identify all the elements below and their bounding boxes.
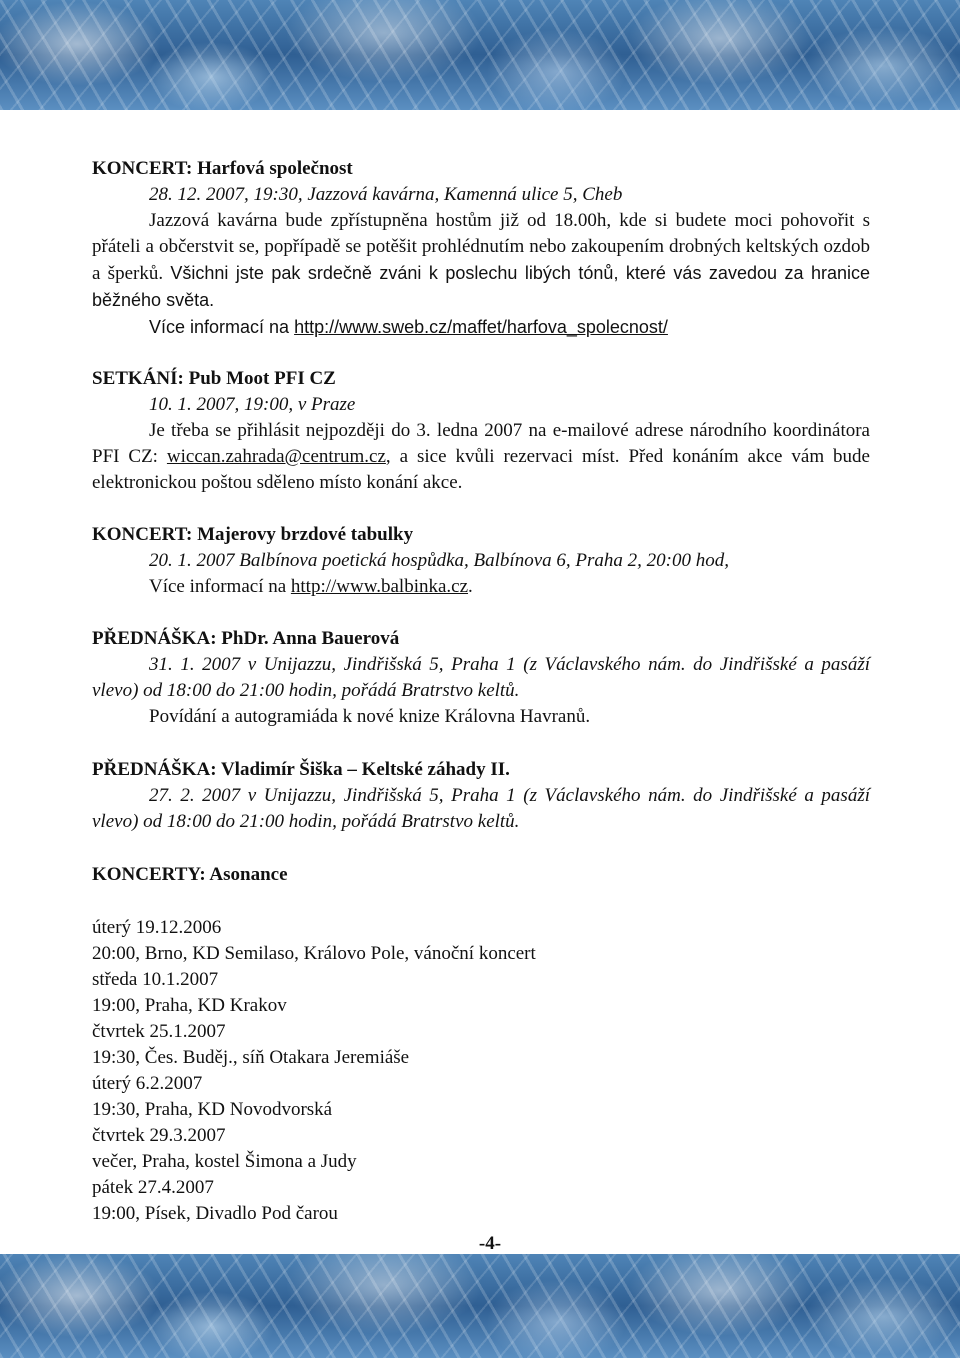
info-prefix: Více informací na — [149, 576, 291, 597]
schedule-line: 19:00, Praha, KD Krakov — [92, 995, 287, 1016]
event-info — [92, 314, 870, 340]
event-link[interactable]: http://www.sweb.cz/maffet/harfova_spolecnost/ — [294, 317, 668, 337]
event-when: 31. 1. 2007 v Unijazzu, Jindřišská 5, Praha 1 (z Václavského nám. do Jindřišské a pasáží vlevo) od 18:00 do 21:00 hodin, pořádá Bratrstvo keltů. — [92, 654, 870, 701]
schedule-line: čtvrtek 25.1.2007 — [92, 1021, 226, 1042]
event-when: 20. 1. 2007 Balbínova poetická hospůdka, Balbínova 6, Praha 2, 20:00 hod, — [149, 550, 729, 571]
info-suffix: . — [468, 576, 473, 597]
schedule-line: úterý 6.2.2007 — [92, 1073, 203, 1094]
event-info — [92, 574, 870, 600]
event-description-text: Jazzová kavárna bude zpřístupněna hostům již od 18.00h, kde si budete moci pohovořit s přáteli a občerstvit se, popřípadě se potěšit prohlédnutím nebo zakoupením drobných keltských ozdob a šperků. — [92, 210, 870, 284]
schedule-line: pátek 27.4.2007 — [92, 1177, 214, 1198]
event-description: Povídání a autogramiáda k nové knize Královna Havranů. — [149, 706, 591, 727]
event-link[interactable]: http://www.balbinka.cz — [290, 576, 469, 597]
schedule-line: středa 10.1.2007 — [92, 969, 219, 990]
page-content — [92, 156, 870, 1227]
event-description — [92, 208, 870, 314]
schedule-line: 19:30, Praha, KD Novodvorská — [92, 1099, 333, 1120]
event-title: PŘEDNÁŠKA: PhDr. Anna Bauerová — [92, 628, 400, 649]
event-description-text-b: , a sice kvůli rezervaci míst. Před konáním akce vám bude elektronickou poštou sděleno místo konání akce. — [92, 446, 870, 493]
schedule-line: večer, Praha, kostel Šimona a Judy — [92, 1151, 357, 1172]
schedule-line: 20:00, Brno, KD Semilaso, Královo Pole, vánoční koncert — [92, 943, 536, 964]
event-title: PŘEDNÁŠKA: Vladimír Šiška – Keltské záhady II. — [92, 759, 510, 780]
event-title: KONCERTY: Asonance — [92, 864, 288, 885]
event-when: 28. 12. 2007, 19:30, Jazzová kavárna, Kamenná ulice 5, Cheb — [149, 184, 623, 205]
event-when: 27. 2. 2007 v Unijazzu, Jindřišská 5, Praha 1 (z Václavského nám. do Jindřišské a pasáží vlevo) od 18:00 do 21:00 hodin, pořádá Bratrstvo keltů. — [92, 785, 870, 832]
schedule-line: 19:30, Čes. Buděj., síň Otakara Jeremiáše — [92, 1047, 410, 1068]
event-description — [92, 418, 870, 496]
page-number: -4- — [478, 1233, 502, 1254]
event-when: 10. 1. 2007, 19:00, v Praze — [149, 394, 356, 415]
event-title: KONCERT: Majerovy brzdové tabulky — [92, 524, 414, 545]
schedule-line: úterý 19.12.2006 — [92, 917, 222, 938]
event-description-sans: Všichni jste pak srdečně zváni k poslechu libých tónů, které vás zavedou za hranice běžného světa. — [92, 263, 871, 310]
email-link[interactable]: wiccan.zahrada@centrum.cz — [166, 446, 386, 467]
event-title: SETKÁNÍ: Pub Moot PFI CZ — [92, 368, 336, 389]
schedule-line: 19:00, Písek, Divadlo Pod čarou — [92, 1203, 338, 1224]
top-frost-banner — [0, 0, 960, 110]
bottom-frost-banner — [0, 1254, 960, 1358]
event-title: KONCERT: Harfová společnost — [92, 158, 353, 179]
event-description-text-a: Je třeba se přihlásit nejpozději do 3. ledna 2007 na e-mailové adrese národního koordinátora PFI CZ: — [92, 420, 870, 467]
schedule-line: čtvrtek 29.3.2007 — [92, 1125, 226, 1146]
info-prefix: Více informací na — [149, 317, 295, 337]
